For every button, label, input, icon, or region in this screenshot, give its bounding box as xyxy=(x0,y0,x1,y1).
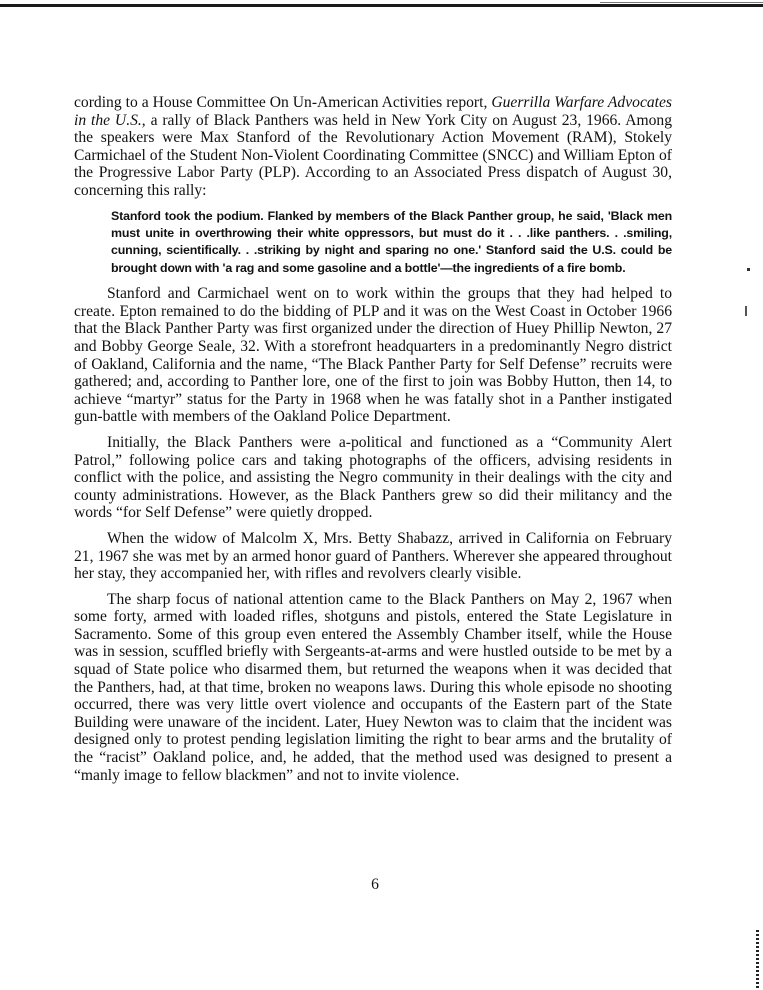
intro-paragraph xyxy=(74,94,672,200)
body-paragraph: Initially, the Black Panthers were a-political and functioned as a “Community Alert Patrol,” following police cars and taking photographs of the officers, advising residents in conflict with the police, and assisting the Negro community in their dealings with the city and county administrations. However, as the Black Panthers grew so did their militancy and the words “for Self Defense” were quietly dropped. xyxy=(74,433,672,522)
scan-edge-mark xyxy=(756,930,759,990)
intro-text-end: , a rally of Black Panthers was held in New York City on August 23, 1966. Among the speakers were Max Stanford of the Revolutionary Action Movement (RAM), Stokely Carmichael of the Student Non-Violent Coordinating Committee (SNCC) and William Epton of the Progressive Labor Party (PLP). According to an Associated Press dispatch of August 30, concerning this rally: xyxy=(74,111,672,199)
page-number: 6 xyxy=(371,876,379,893)
scan-speck xyxy=(747,268,750,271)
page-body xyxy=(74,94,672,784)
top-rule-fade xyxy=(600,2,763,3)
body-paragraph: Stanford and Carmichael went on to work within the groups that they had helped to create. Epton remained to do the bidding of PLP and it was on the West Coast in October 1966 that the Black Panther Party was first organized under the direction of Huey Phillip Newton, 27 and Bobby George Seale, 32. With a storefront headquarters in a predominantly Negro district of Oakland, California and the name, “The Black Panther Party for Self Defense” recruits were gathered; and, according to Panther lore, one of the first to join was Bobby Hutton, then 14, to achieve “martyr” status for the Party in 1968 when he was fatally shot in a Panther instigated gun-battle with members of the Oakland Police Department. xyxy=(74,285,672,426)
body-paragraph: The sharp focus of national attention came to the Black Panthers on May 2, 1967 when some forty, armed with loaded rifles, shotguns and pistols, entered the State Legislature in Sacramento. Some of this group even entered the Assembly Chamber itself, while the House was in session, scuffled briefly with Sergeants-at-arms and were hustled outside to be met by a squad of State police who disarmed them, but returned the weapons when it was decided that the Panthers, had, at that time, broken no weapons laws. During this whole episode no shooting occurred, there was very little overt violence and occupants of the Eastern part of the State Building were unaware of the incident. Later, Huey Newton was to claim that the incident was designed only to protest pending legislation limiting the right to bear arms and the brutality of the “racist” Oakland police, and, he added, that the method used was designed to present a “manly image to fellow blackmen” and not to invite violence. xyxy=(74,590,672,784)
body-paragraph: When the widow of Malcolm X, Mrs. Betty Shabazz, arrived in California on February 21, 1967 she was met by an armed honor guard of Panthers. Wherever she appeared throughout her stay, they accompanied her, with rifles and revolvers clearly visible. xyxy=(74,529,672,583)
intro-text-start: cording to a House Committee On Un-American Activities report, xyxy=(74,94,492,111)
block-quote: Stanford took the podium. Flanked by members of the Black Panther group, he said, 'Black men must unite in overthrowing their white oppressors, but must do it . . .like panthers. . .smiling, cunning, scientifically. . .striking by night and sparing no one.' Stanford said the U.S. could be brought down with 'a rag and some gasoline and a bottle'—the ingredients of a fire bomb. xyxy=(111,208,672,275)
top-rule xyxy=(0,4,763,7)
report-title: Guerrilla Warfare Advocates in the U.S. xyxy=(74,94,672,129)
scan-speck xyxy=(745,306,747,316)
